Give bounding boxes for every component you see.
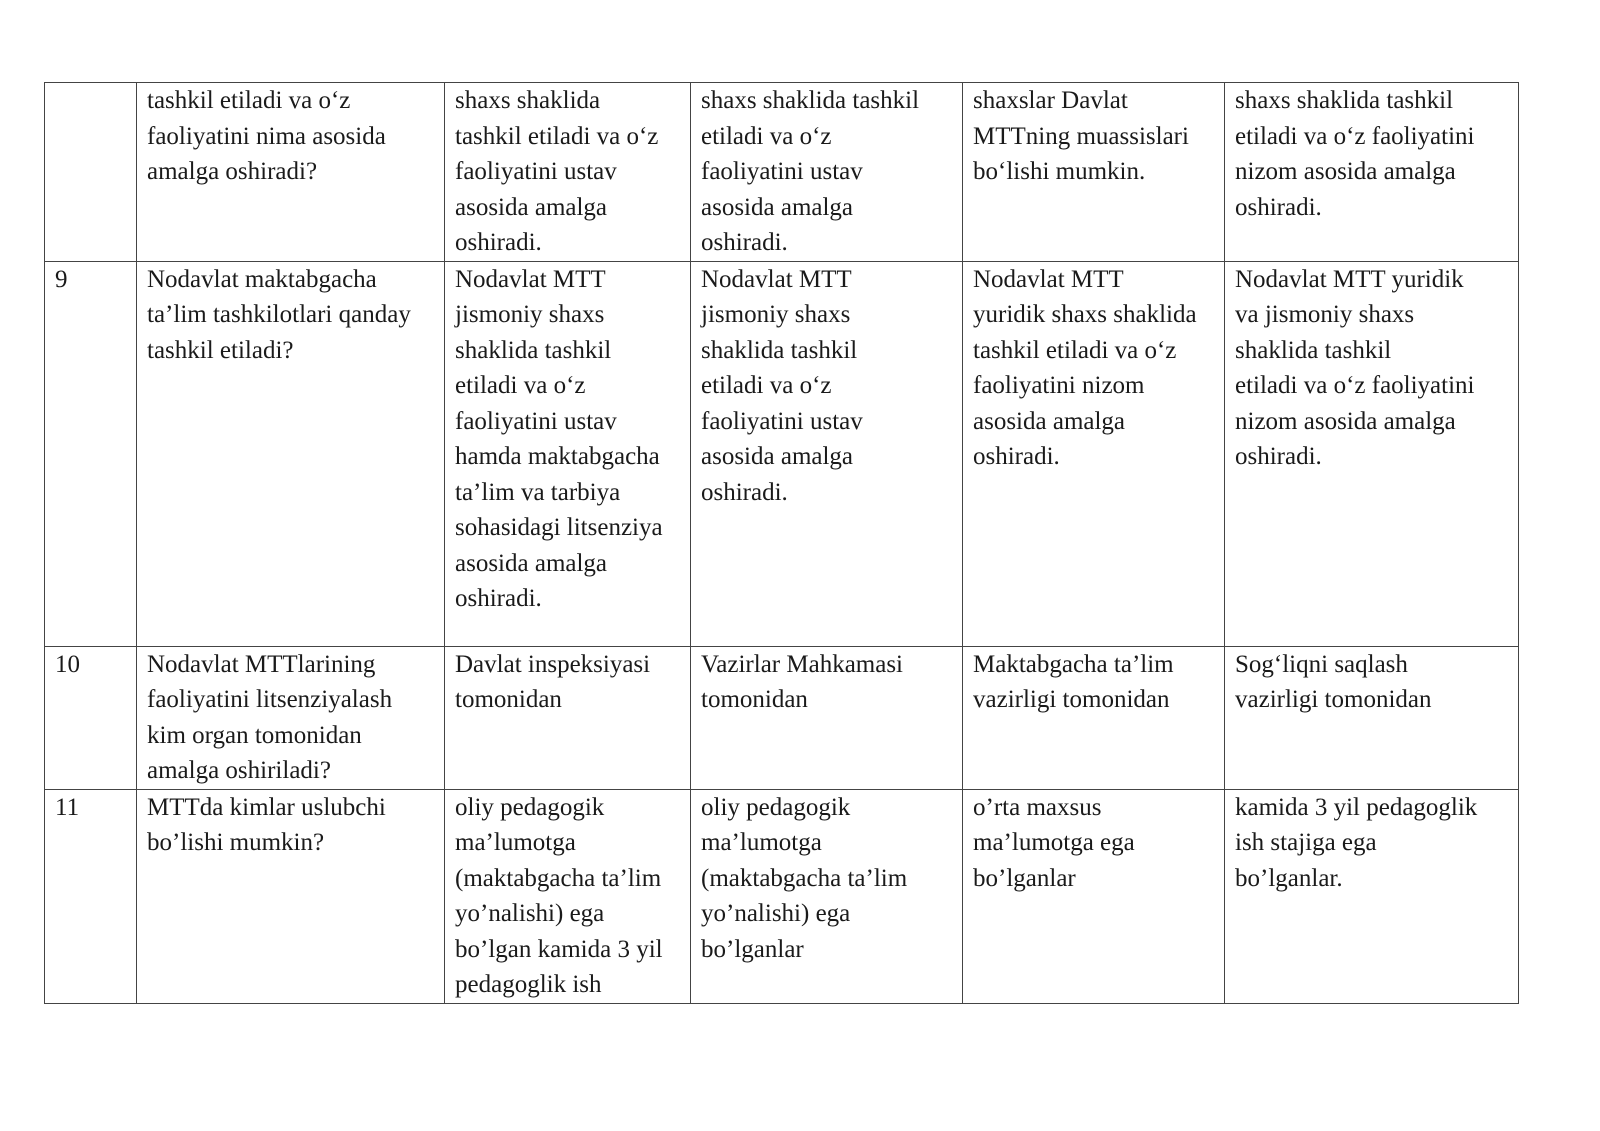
question-number-cell — [45, 261, 137, 646]
answer-option-a: Davlat inspeksiyasi tomonidan — [455, 650, 651, 713]
question-cell — [137, 646, 445, 789]
answer-option-d-cell — [1225, 646, 1519, 789]
table-row — [45, 261, 1519, 646]
table-row — [45, 789, 1519, 1003]
answer-option-d: Nodavlat MTT yuridik va jismoniy shaxs shaklida tashkil etiladi va o‘z faoliyatini nizom asosida amalga oshiradi. — [1235, 265, 1475, 470]
answer-option-b: oliy pedagogik ma’lumotga (maktabgacha ta’lim yo’nalishi) ega bo’lganlar — [701, 793, 908, 963]
answer-option-c: Nodavlat MTT yuridik shaxs shaklida tashkil etiladi va o‘z faoliyatini nizom asosida amalga oshiradi. — [973, 265, 1197, 470]
question-number-cell — [45, 83, 137, 262]
answer-option-b-cell — [691, 646, 963, 789]
answer-option-a-cell — [445, 83, 691, 262]
answer-option-d: Sog‘liqni saqlash vazirligi tomonidan — [1235, 650, 1432, 713]
question-number-cell — [45, 646, 137, 789]
answer-option-a-cell — [445, 261, 691, 646]
question-table — [44, 82, 1519, 1004]
question-number: 11 — [55, 793, 80, 821]
table-row — [45, 83, 1519, 262]
question-text: Nodavlat MTTlarining faoliyatini litsenziyalash kim organ tomonidan amalga oshiriladi? — [147, 650, 393, 784]
question-number: 9 — [55, 265, 68, 293]
answer-option-a: Nodavlat MTT jismoniy shaxs shaklida tashkil etiladi va o‘z faoliyatini ustav hamda maktabgacha ta’lim va tarbiya sohasidagi litsenziya asosida amalga oshiradi. — [455, 265, 663, 612]
answer-option-d-cell — [1225, 789, 1519, 1003]
question-cell — [137, 261, 445, 646]
answer-option-b-cell — [691, 261, 963, 646]
answer-option-a-cell — [445, 789, 691, 1003]
answer-option-c: Maktabgacha ta’lim vazirligi tomonidan — [973, 650, 1174, 713]
answer-option-a-cell — [445, 646, 691, 789]
answer-option-b: Vazirlar Mahkamasi tomonidan — [701, 650, 904, 713]
question-cell — [137, 83, 445, 262]
answer-option-c: shaxslar Davlat MTTning muassislari bo‘lishi mumkin. — [973, 87, 1189, 185]
question-text: tashkil etiladi va o‘z faoliyatini nima asosida amalga oshiradi? — [147, 87, 386, 185]
answer-option-c-cell — [963, 83, 1225, 262]
answer-option-b-cell — [691, 789, 963, 1003]
answer-option-d-cell — [1225, 83, 1519, 262]
answer-option-a: shaxs shaklida tashkil etiladi va o‘z faoliyatini ustav asosida amalga oshiradi. — [455, 87, 659, 256]
table-row — [45, 646, 1519, 789]
question-number: 10 — [55, 650, 80, 678]
answer-option-a: oliy pedagogik ma’lumotga (maktabgacha ta’lim yo’nalishi) ega bo’lgan kamida 3 yil pedagoglik ish — [455, 793, 663, 998]
answer-option-b: Nodavlat MTT jismoniy shaxs shaklida tashkil etiladi va o‘z faoliyatini ustav asosida amalga oshiradi. — [701, 265, 863, 506]
answer-option-d: shaxs shaklida tashkil etiladi va o‘z faoliyatini nizom asosida amalga oshiradi. — [1235, 87, 1475, 221]
question-text: MTTda kimlar uslubchi bo’lishi mumkin? — [147, 793, 386, 856]
question-number-cell — [45, 789, 137, 1003]
answer-option-c: o’rta maxsus ma’lumotga ega bo’lganlar — [973, 793, 1135, 892]
question-text: Nodavlat maktabgacha ta’lim tashkilotlari qanday tashkil etiladi? — [147, 265, 411, 364]
question-cell — [137, 789, 445, 1003]
answer-option-c-cell — [963, 789, 1225, 1003]
answer-option-b: shaxs shaklida tashkil etiladi va o‘z faoliyatini ustav asosida amalga oshiradi. — [701, 87, 920, 256]
answer-option-c-cell — [963, 261, 1225, 646]
answer-option-c-cell — [963, 646, 1225, 789]
answer-option-d: kamida 3 yil pedagoglik ish stajiga ega bo’lganlar. — [1235, 793, 1478, 892]
answer-option-d-cell — [1225, 261, 1519, 646]
answer-option-b-cell — [691, 83, 963, 262]
